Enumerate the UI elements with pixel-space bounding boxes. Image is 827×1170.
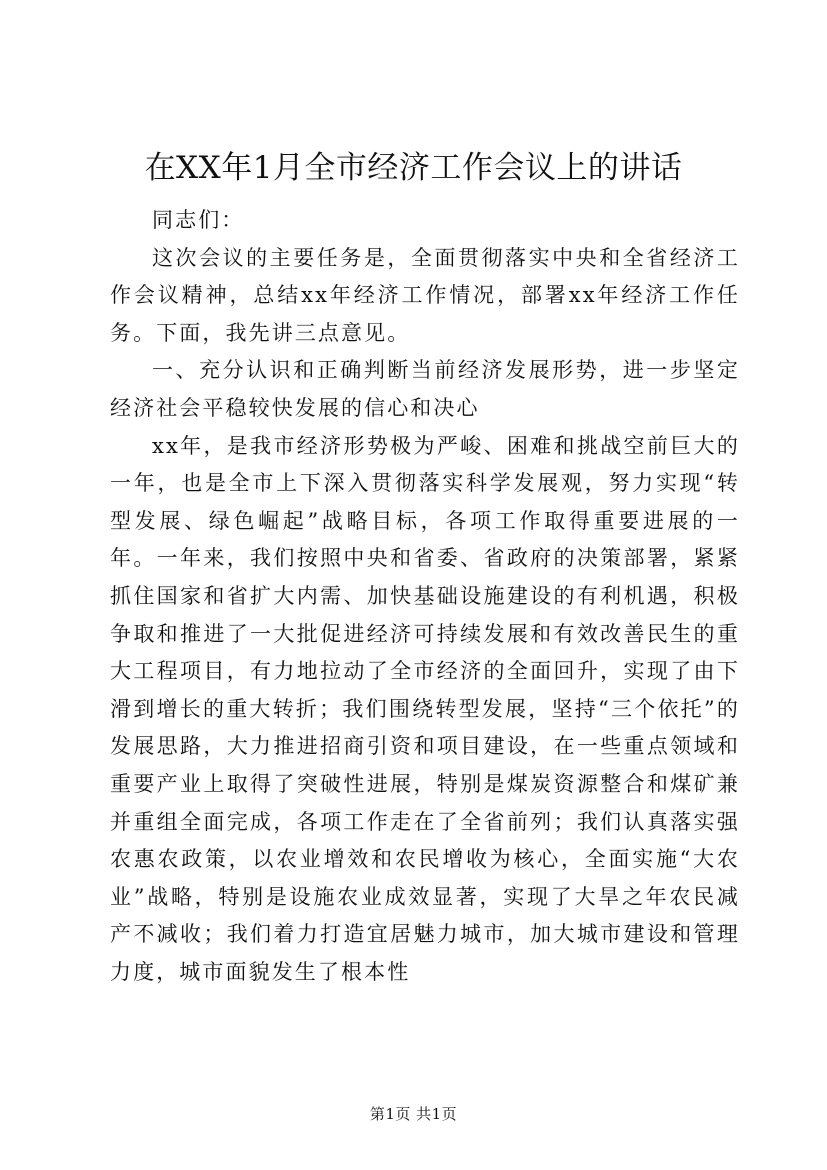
page-footer: 第1页 共1页 (369, 1105, 458, 1123)
paragraph-intro: 这次会议的主要任务是，全面贯彻落实中央和全省经济工作会议精神，总结xx年经济工作情况，部署xx年经济工作任务。下面，我先讲三点意见。 (110, 245, 740, 345)
paragraph-review: xx年，是我市经济形势极为严峻、困难和挑战空前巨大的一年，也是全市上下深入贯彻落实科学发展观，努力实现“转型发展、绿色崛起”战略目标，各项工作取得重要进展的一年。一年来，我们按照中央和省委、省政府的决策部署，紧紧抓住国家和省扩大内需、加快基础设施建设的有利机遇，积极争取和推进了一大批促进经济可持续发展和有效改善民生的重大工程项目，有力地拉动了全市经济的全面回升，实现了由下滑到增长的重大转折；我们围绕转型发展，坚持“三个依托”的发展思路，大力推进招商引资和项目建设，在一些重点领域和重要产业上取得了突破性进展，特别是煤炭资源整合和煤矿兼并重组全面完成，各项工作走在了全省前列；我们认真落实强农惠农政策，以农业增效和农民增收为核心，全面实施“大农业”战略，特别是设施农业成效显著，实现了大旱之年农民减产不减收；我们着力打造宜居魅力城市，加大城市建设和管理力度，城市面貌发生了根本性 (110, 433, 740, 984)
document-title: 在XX年1月全市经济工作会议上的讲话 (144, 150, 683, 186)
salutation: 同志们： (152, 208, 245, 232)
document-body (110, 202, 740, 991)
section-heading-1: 一、充分认识和正确判断当前经济发展形势，进一步坚定经济社会平稳较快发展的信心和决心 (110, 358, 740, 420)
